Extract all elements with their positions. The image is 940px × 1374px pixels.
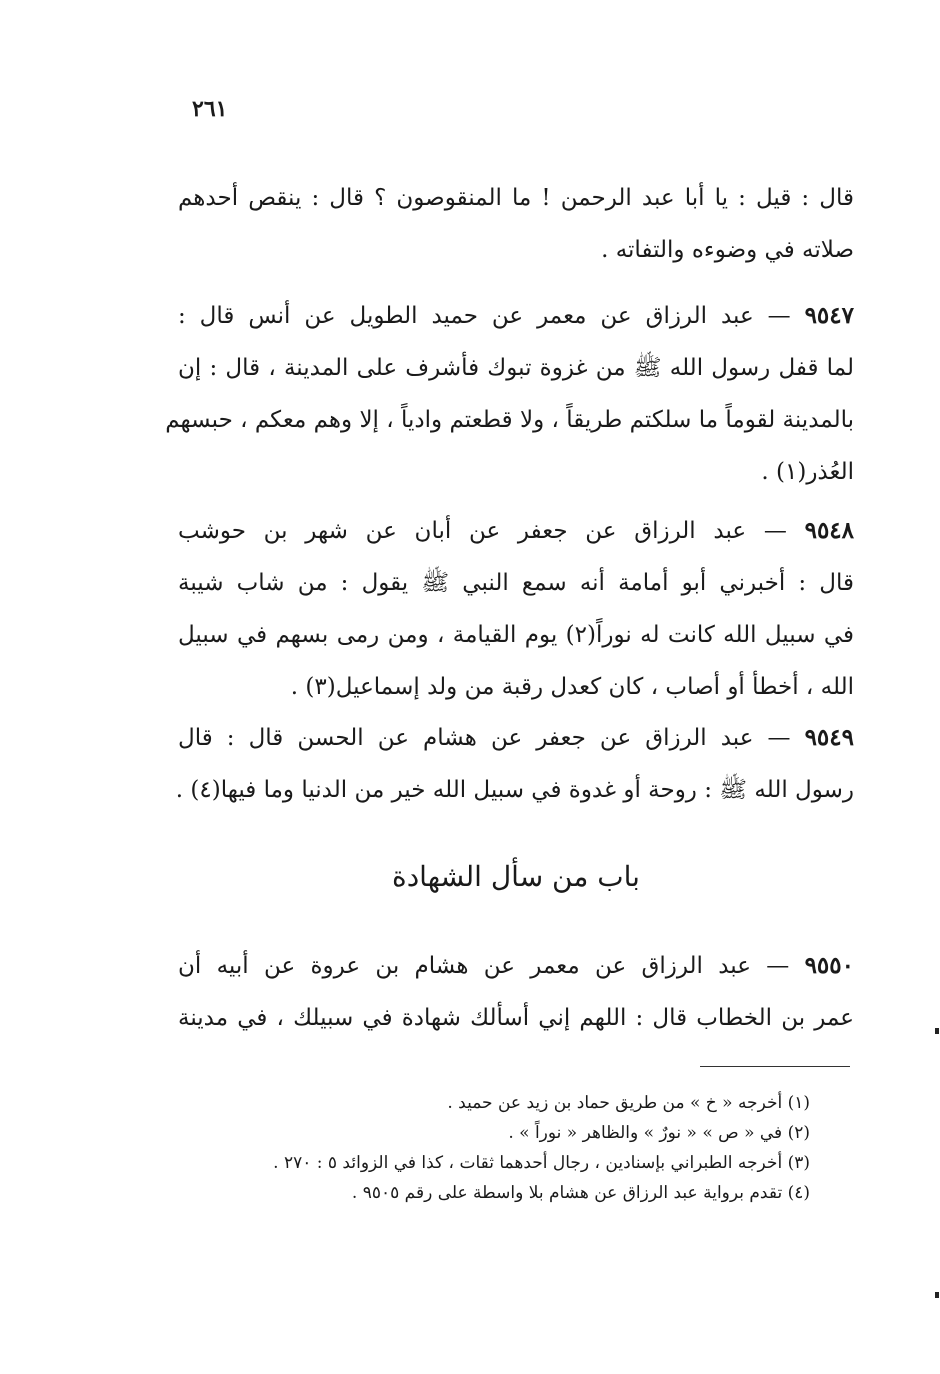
text-line: العُذر(١) . [761,459,854,485]
text-line [178,940,854,992]
text-segment: — عبد الرزاق عن جعفر عن هشام عن الحسن قال : قال [178,725,791,751]
hadith-number: ٩٥٤٩ [804,724,854,751]
text-line [178,505,854,557]
text-line: رسول الله ﷺ : روحة أو غدوة في سبيل الله خير من الدنيا وما فيها(٤) . [175,777,854,803]
hadith-9549 [175,712,854,816]
text-line: في سبيل الله كانت له نوراً(٢) يوم القيامة ، ومن رمى بسهم في سبيل [178,622,855,648]
text-line: بالمدينة لقوماً ما سلكتم طريقاً ، ولا قطعتم وادياً ، إلا وهم معكم ، حبسهم [165,407,854,433]
text-line [178,712,854,764]
text-line: صلاته في وضوءه والتفاته . [601,237,854,263]
hadith-number: ٩٥٤٧ [804,302,854,329]
footnote: (٢) في « ص » « نورٌ » والظاهر « نوراً » . [508,1123,810,1143]
hadith-9548 [178,505,854,713]
footnote: (٤) تقدم برواية عبد الرزاق عن هشام بلا واسطة على رقم ٩٥٠٥ . [351,1183,810,1203]
hadith-9547 [165,290,854,498]
footnote: (٣) أخرجه الطبراني بإسنادين ، رجال أحدهما ثقات ، كذا في الزوائد ٥ : ٢٧٠ . [273,1153,810,1173]
hadith-9550 [178,940,854,1044]
footnotes [170,1088,810,1208]
text-segment: — عبد الرزاق عن معمر عن هشام بن عروة عن أبيه أن [178,953,790,979]
text-line: عمر بن الخطاب قال : اللهم إني أسألك شهادة في سبيلك ، في مدينة [178,1005,854,1031]
page-number: ٢٦١ [192,96,228,122]
hadith-number: ٩٥٤٨ [804,517,855,544]
chapter-heading: باب من سأل الشهادة [392,860,640,893]
text-line: لما قفل رسول الله ﷺ من غزوة تبوك فأشرف على المدينة ، قال : إن [178,355,854,381]
text-line: قال : قيل : يا أبا عبد الرحمن ! ما المنقوصون ؟ قال : ينقص أحدهم [178,185,854,211]
text-segment: — عبد الرزاق عن جعفر عن أبان عن شهر بن حوشب [178,518,787,544]
footnote: (١) أخرجه « خ » من طريق حماد بن زيد عن حميد . [447,1093,810,1113]
footnote-separator [700,1066,850,1067]
scan-mark [935,1028,939,1034]
scan-mark [935,1292,939,1298]
text-line [178,290,854,342]
hadith-number: ٩٥٥٠ [804,952,854,979]
text-block-continuation [178,172,854,276]
text-line: الله ، أخطأ أو أصاب ، كان كعدل رقبة من ولد إسماعيل(٣) . [290,674,854,700]
text-segment: — عبد الرزاق عن معمر عن حميد الطويل عن أنس قال : [178,303,791,329]
text-line: قال : أخبرني أبو أمامة أنه سمع النبي ﷺ يقول : من شاب شيبة [178,570,854,596]
